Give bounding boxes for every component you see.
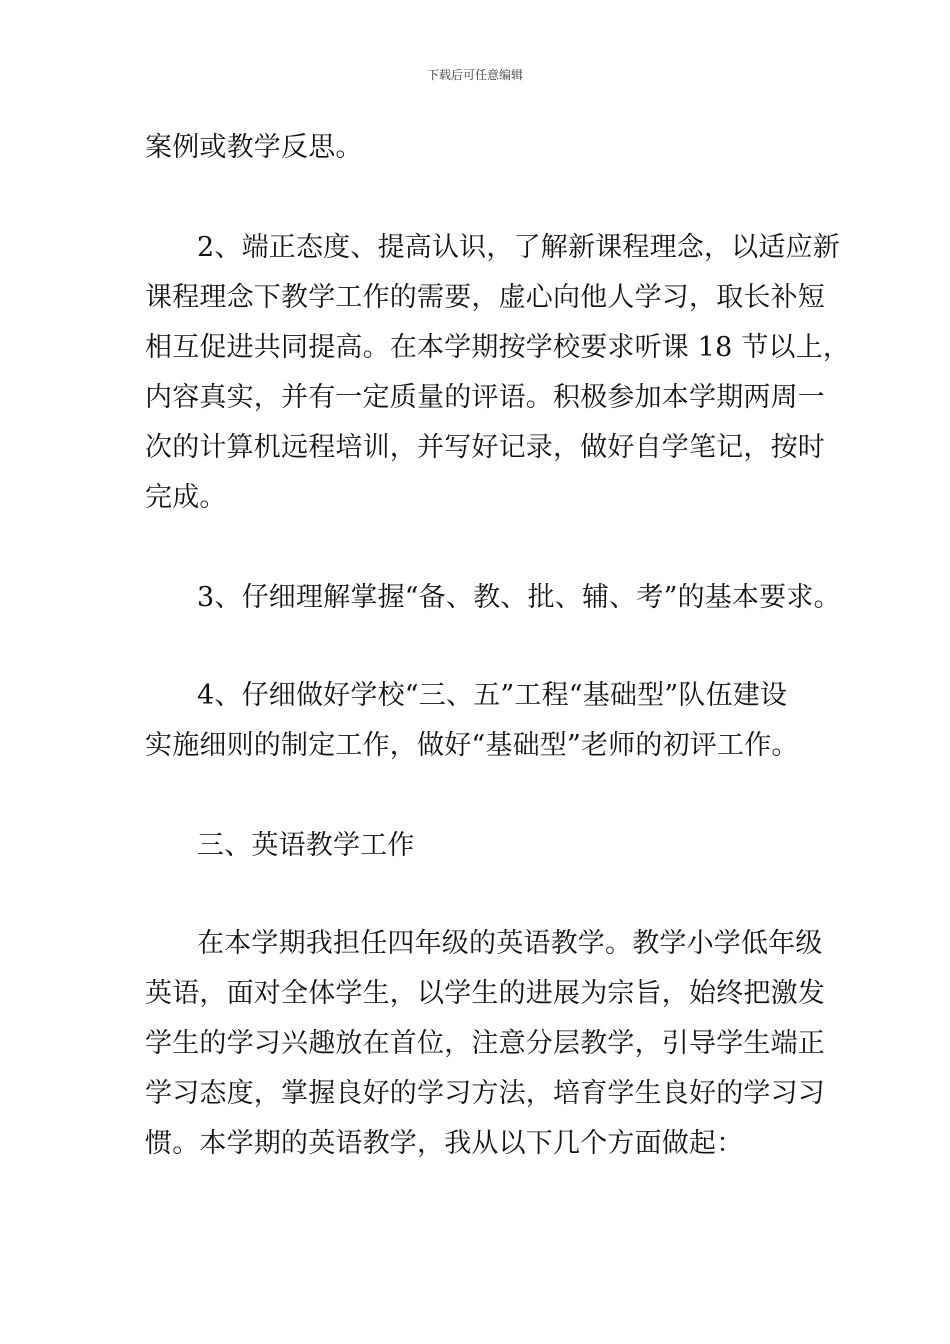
- paragraph-2-line: 相互促进共同提高。在本学期按学校要求听课 18 节以上，: [145, 332, 851, 363]
- paragraph-5-line: 英语，面对全体学生，以学生的进展为宗旨，始终把激发: [145, 978, 825, 1009]
- paragraph-4-line: 实施细则的制定工作，做好“基础型”老师的初评工作。: [145, 730, 799, 761]
- paragraph-4-line: 4、仔细做好学校“三、五”工程“基础型”队伍建设: [197, 680, 788, 711]
- paragraph-5-line: 学生的学习兴趣放在首位，注意分层教学，引导学生端正: [145, 1028, 825, 1059]
- paragraph-2-line: 2、端正态度、提高认识，了解新课程理念，以适应新: [197, 232, 840, 263]
- section-heading: 三、英语教学工作: [197, 830, 415, 861]
- paragraph-3-line: 3、仔细理解掌握“备、教、批、辅、考”的基本要求。: [197, 582, 841, 613]
- paragraph-2-line: 内容真实，并有一定质量的评语。积极参加本学期两周一: [145, 382, 825, 413]
- paragraph-2-line: 课程理念下教学工作的需要，虚心向他人学习，取长补短: [145, 282, 825, 313]
- text-line: 案例或教学反思。: [145, 132, 363, 163]
- paragraph-5-line: 在本学期我担任四年级的英语教学。教学小学低年级: [197, 928, 823, 959]
- paragraph-5-line: 惯。本学期的英语教学，我从以下几个方面做起：: [145, 1128, 744, 1159]
- paragraph-2-line: 次的计算机远程培训，并写好记录，做好自学笔记，按时: [145, 432, 825, 463]
- paragraph-5-line: 学习态度，掌握良好的学习方法，培育学生良好的学习习: [145, 1078, 825, 1109]
- header-note: 下载后可任意编辑: [426, 68, 523, 82]
- paragraph-2-line: 完成。: [145, 482, 227, 513]
